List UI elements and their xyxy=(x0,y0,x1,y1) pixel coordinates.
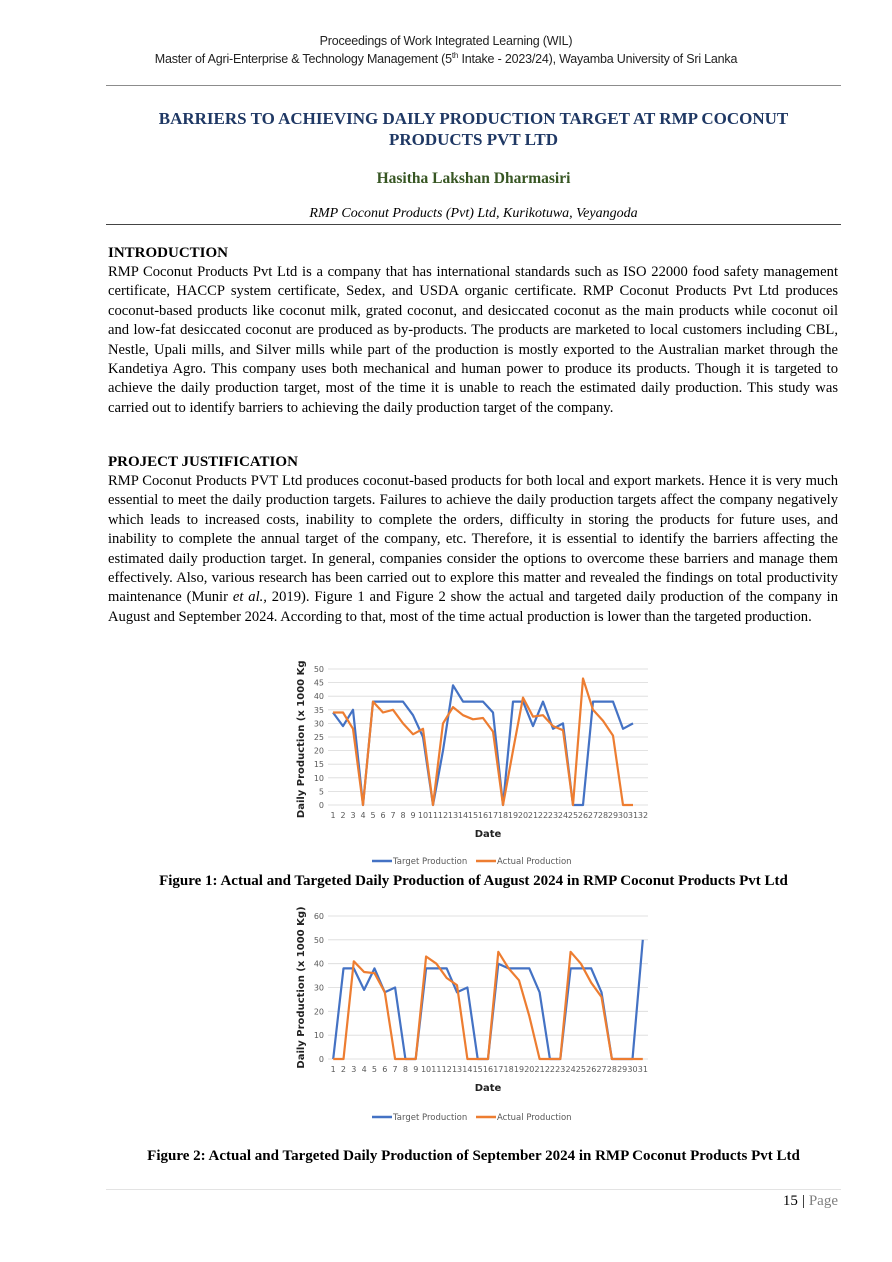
y-tick-label: 60 xyxy=(313,912,324,921)
justification-text-part1: RMP Coconut Products PVT Ltd produces coconut-based products for both local and export markets. Hence it is very much essential to meet the daily production targets. Failures to achieve the daily production targets affect the company negatively which leads to increased costs, inability to complete the orders, difficulty in storing the products for future uses, and inability to complete the annual target of the company, etc. Therefore, it is essential to identify the barriers affecting the estimated daily production target. In general, companies consider the options to overcome these barriers and manage them effectively. Also, various research has been carried out to explore this matter and revealed the findings on total productivity maintenance (Munir xyxy=(108,473,838,606)
figure1-caption: Figure 1: Actual and Targeted Daily Production of August 2024 in RMP Coconut Products Pvt Ltd xyxy=(159,873,788,889)
x-tick-label: 1 xyxy=(330,811,336,820)
header-program: Master of Agri-Enterprise & Technology Management (5 xyxy=(154,52,452,67)
x-axis-title: Date xyxy=(474,829,502,840)
x-tick-label: 19 xyxy=(513,1065,525,1074)
justification-text-part2: 2019). Figure 1 and Figure 2 show the actual and targeted daily production of the company in August and September 2024. According to that, most of the time actual production is lower than the targeted production. xyxy=(108,589,838,625)
x-tick-label: 5 xyxy=(370,811,376,820)
x-tick-label: 16 xyxy=(477,811,489,820)
legend-label: Actual Production xyxy=(497,1113,572,1123)
x-tick-label: 23 xyxy=(547,811,559,820)
x-tick-label: 25 xyxy=(567,811,579,820)
y-tick-label: 50 xyxy=(313,665,324,674)
legend-label: Target Production xyxy=(393,1113,468,1123)
figure1-chart-svg xyxy=(290,660,660,870)
x-tick-label: 29 xyxy=(617,1065,628,1074)
x-tick-label: 23 xyxy=(555,1065,566,1074)
legend-label: Actual Production xyxy=(497,857,572,867)
figure1-line-chart xyxy=(290,660,660,870)
page-footer xyxy=(783,1193,838,1210)
x-tick-label: 17 xyxy=(487,811,499,820)
page-number: 15 xyxy=(782,1193,798,1209)
x-tick-label: 20 xyxy=(524,1065,535,1074)
x-tick-label: 16 xyxy=(482,1065,494,1074)
section-introduction xyxy=(108,244,838,418)
y-tick-label: 25 xyxy=(313,733,324,742)
chart1-legend xyxy=(372,857,572,867)
y-tick-label: 40 xyxy=(313,959,324,969)
y-tick-label: 10 xyxy=(313,1031,324,1041)
figure2-chart-svg xyxy=(290,905,660,1125)
x-tick-label: 22 xyxy=(537,811,549,820)
x-tick-label: 4 xyxy=(360,811,366,820)
x-tick-label: 2 xyxy=(340,1065,347,1074)
x-tick-label: 14 xyxy=(457,811,469,820)
y-tick-label: 20 xyxy=(313,746,324,756)
paper-title-line2: PRODUCTS PVT LTD xyxy=(388,130,559,149)
header-ordinal-sup: th xyxy=(451,51,459,60)
affiliation-divider xyxy=(106,224,841,225)
author-affiliation: RMP Coconut Products (Pvt) Ltd, Kurikotuwa, Veyangoda xyxy=(309,206,638,221)
x-tick-label: 26 xyxy=(586,1065,597,1074)
x-tick-label: 15 xyxy=(472,1065,483,1074)
section-project-justification xyxy=(108,453,838,627)
x-tick-label: 11 xyxy=(431,1065,442,1074)
y-tick-label: 35 xyxy=(313,705,324,715)
x-tick-label: 30 xyxy=(627,1065,638,1074)
proceedings-header-line2 xyxy=(0,51,892,66)
x-tick-label: 19 xyxy=(507,811,519,820)
x-tick-label: 8 xyxy=(400,811,406,820)
x-tick-label: 2 xyxy=(340,811,346,820)
y-tick-label: 20 xyxy=(313,1007,324,1017)
x-tick-label: 24 xyxy=(565,1065,576,1074)
x-tick-label: 25 xyxy=(575,1065,586,1074)
actual-production-line xyxy=(333,679,633,806)
x-tick-label: 30 xyxy=(617,811,629,820)
y-tick-label: 0 xyxy=(318,1055,324,1064)
x-tick-label: 21 xyxy=(527,811,539,820)
header-divider xyxy=(106,85,841,86)
x-tick-label: 26 xyxy=(577,811,589,820)
y-tick-label: 50 xyxy=(313,935,324,945)
x-tick-label: 21 xyxy=(534,1065,545,1074)
x-tick-label: 31 xyxy=(637,1065,648,1074)
header-university: Intake - 2023/24), Wayamba University of Sri Lanka xyxy=(458,52,738,67)
x-tick-label: 10 xyxy=(417,811,429,820)
justification-paragraph xyxy=(108,472,838,627)
x-tick-label: 6 xyxy=(380,811,386,820)
x-tick-label: 13 xyxy=(451,1065,463,1074)
x-axis-title: Date xyxy=(474,1083,502,1094)
x-tick-label: 6 xyxy=(382,1065,388,1074)
y-tick-label: 45 xyxy=(313,678,324,688)
x-tick-label: 12 xyxy=(437,811,449,820)
footer-divider xyxy=(106,1189,841,1190)
y-axis-title: Daily Production (x 1000 Kg) xyxy=(296,906,307,1069)
y-tick-label: 15 xyxy=(313,760,324,770)
x-tick-label: 29 xyxy=(607,811,619,820)
x-tick-label: 7 xyxy=(390,811,396,820)
author-name: Hasitha Lakshan Dharmasiri xyxy=(376,170,571,187)
x-tick-label: 24 xyxy=(557,811,569,820)
x-tick-label: 7 xyxy=(392,1065,398,1074)
x-tick-label: 15 xyxy=(467,811,479,820)
x-tick-label: 28 xyxy=(606,1065,617,1074)
target-production-line xyxy=(333,940,643,1059)
y-tick-label: 10 xyxy=(313,773,324,783)
legend-label: Target Production xyxy=(393,857,468,867)
footer-separator: | xyxy=(801,1193,805,1209)
x-tick-label: 18 xyxy=(497,811,509,820)
x-tick-label: 3 xyxy=(351,1065,357,1074)
actual-production-line xyxy=(333,952,643,1059)
proceedings-header-line1: Proceedings of Work Integrated Learning (WIL) xyxy=(319,34,573,48)
figure2-line-chart xyxy=(290,905,660,1125)
x-tick-label: 5 xyxy=(371,1065,377,1074)
x-tick-label: 8 xyxy=(402,1065,408,1074)
x-tick-label: 1 xyxy=(330,1065,336,1074)
x-tick-label: 11 xyxy=(427,811,439,820)
x-tick-label: 14 xyxy=(462,1065,473,1074)
x-tick-label: 18 xyxy=(503,1065,514,1074)
x-tick-label: 9 xyxy=(410,811,416,820)
section-heading-introduction: INTRODUCTION xyxy=(108,245,229,261)
x-tick-label: 9 xyxy=(413,1065,419,1074)
y-tick-label: 0 xyxy=(318,801,324,810)
y-tick-label: 30 xyxy=(313,983,324,993)
x-tick-label: 12 xyxy=(441,1065,452,1074)
x-tick-label: 17 xyxy=(493,1065,504,1074)
y-tick-label: 40 xyxy=(313,692,324,702)
target-production-line xyxy=(333,685,633,805)
x-tick-label: 10 xyxy=(420,1065,432,1074)
x-tick-label: 22 xyxy=(544,1065,556,1074)
x-tick-label: 27 xyxy=(596,1065,607,1074)
x-tick-label: 20 xyxy=(517,811,529,820)
y-tick-label: 5 xyxy=(318,787,324,797)
y-tick-label: 30 xyxy=(313,719,324,729)
chart1-gridlines xyxy=(328,669,648,805)
x-tick-label: 31 xyxy=(627,811,639,820)
chart2-legend xyxy=(372,1113,572,1123)
paper-title-line1: BARRIERS TO ACHIEVING DAILY PRODUCTION TARGET AT RMP COCONUT xyxy=(158,109,789,128)
x-tick-label: 32 xyxy=(637,811,649,820)
x-tick-label: 28 xyxy=(597,811,609,820)
x-tick-label: 4 xyxy=(361,1065,367,1074)
page-label: Page xyxy=(808,1193,838,1209)
x-tick-label: 13 xyxy=(447,811,459,820)
paper-title xyxy=(106,108,841,150)
citation-et-al: et al., xyxy=(232,589,267,606)
introduction-paragraph: RMP Coconut Products Pvt Ltd is a company that has international standards such as ISO 22000 food safety management certificate, HACCP system certificate, Sedex, and USDA organic certificate. RMP Coconut Products Pvt Ltd produces coconut-based products like coconut milk, grated coconut, and desiccated coconut as the main products while coconut oil and low-fat desiccated coconut are produced as by-products. The products are marketed to local customers including CBL, Nestle, Upali mills, and Silver mills while part of the production is mostly exported to the Australian market through the Kandetiya Agro. This company uses both mechanical and human power to produce its products. Though it is targeted to achieve the daily production target, most of the time it is unable to reach the estimated daily production. This study was carried out to identify barriers to achieving the daily production target of the company. xyxy=(108,264,838,416)
x-tick-label: 3 xyxy=(350,811,356,820)
figure2-caption: Figure 2: Actual and Targeted Daily Production of September 2024 in RMP Coconut Products Pvt Ltd xyxy=(147,1148,800,1164)
section-heading-justification: PROJECT JUSTIFICATION xyxy=(108,454,298,470)
y-axis-title: Daily Production (x 1000 Kg) xyxy=(296,660,307,819)
x-tick-label: 27 xyxy=(587,811,599,820)
